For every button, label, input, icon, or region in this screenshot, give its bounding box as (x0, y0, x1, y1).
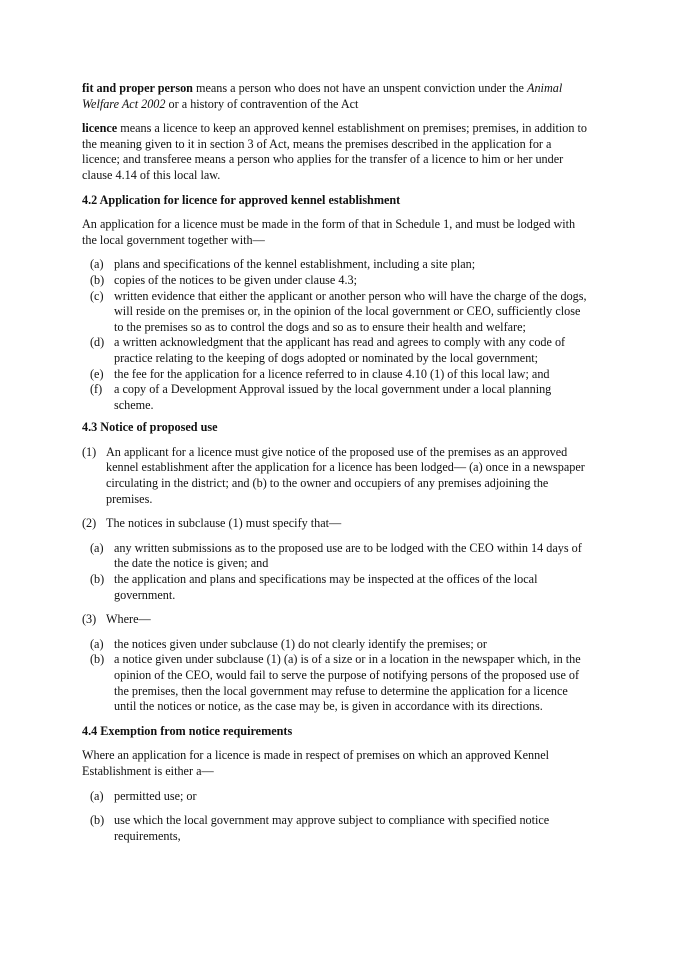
subclause-label: (1) (82, 444, 97, 459)
item-label: (d) (90, 335, 105, 350)
list-item (90, 541, 592, 572)
subclause-text: The notices in subclause (1) must specify that— (106, 516, 342, 531)
item-label: (a) (90, 257, 104, 272)
list-item (90, 367, 592, 383)
item-text: copies of the notices to be given under clause 4.3; (114, 272, 358, 287)
subclause (82, 516, 592, 603)
item-label: (c) (90, 288, 104, 303)
section-heading-4-4: 4.4 Exemption from notice requirements (82, 723, 293, 738)
act-title: Animal Welfare Act 2002 (82, 81, 563, 111)
definition-text: means a person who does not have an unspent conviction under the (192, 81, 528, 95)
section-intro: An application for a licence must be made in the form of that in Schedule 1, and must be lodged with the local government together with— (82, 217, 576, 247)
section-heading-4-2: 4.2 Application for licence for approved kennel establishment (82, 192, 401, 207)
list-item (90, 289, 592, 336)
list-item (90, 652, 592, 714)
definition-licence (82, 121, 592, 183)
requirements-list (90, 257, 592, 413)
item-text: plans and specifications of the kennel establishment, including a site plan; (114, 257, 476, 272)
item-label: (b) (90, 272, 105, 287)
subclause-text: Where— (106, 612, 151, 627)
item-label: (a) (90, 540, 104, 555)
subclause-text: An applicant for a licence must give notice of the proposed use of the premises as an approved kennel establishment after the application for a licence has been lodged— (a) once in a newspaper circulating in the district; and (b) to the owner and occupiers of any premises adjoining the premises. (106, 444, 585, 506)
list-item (90, 572, 592, 603)
subclause-label: (2) (82, 516, 97, 531)
section-intro: Where an application for a licence is made in respect of premises on which an approved Kennel Establishment is either a— (82, 748, 549, 778)
item-text: the application and plans and specifications may be inspected at the offices of the local government. (114, 572, 538, 602)
use-list (90, 789, 592, 845)
list-item (90, 273, 592, 289)
subclause (82, 445, 592, 507)
item-text: the notices given under subclause (1) do not clearly identify the premises; or (114, 636, 487, 651)
list-item (90, 382, 592, 413)
subclause-items (90, 637, 592, 715)
list-item (90, 335, 592, 366)
item-text: a notice given under subclause (1) (a) is of a size or in a location in the newspaper which, in the opinion of the CEO, would fail to serve the purpose of notifying persons of the proposed use of the premises, then the local government may refuse to determine the application for a licence until the notices or notice, as the case may be, is given in accordance with its directions. (114, 652, 581, 714)
list-item (90, 813, 592, 844)
item-label: (b) (90, 652, 105, 667)
item-text: written evidence that either the applicant or another person who will have the charge of the dogs, will reside on the premises or, in the opinion of the local government or CEO, sufficiently close to the premises so as to control the dogs and so as to ensure their health and welfare; (114, 288, 587, 334)
defined-term: licence (82, 121, 118, 136)
item-text: permitted use; or (114, 788, 197, 803)
item-label: (b) (90, 813, 105, 828)
item-text: the fee for the application for a licence referred to in clause 4.10 (1) of this local law; and (114, 366, 550, 381)
item-text: a written acknowledgment that the applicant has read and agrees to comply with any code of practice relating to the keeping of dogs adopted or nominated by the local government; (114, 335, 566, 365)
list-item (90, 789, 592, 805)
item-label: (e) (90, 366, 104, 381)
item-text: any written submissions as to the proposed use are to be lodged with the CEO within 14 days of the date the notice is given; and (114, 540, 582, 571)
item-label: (b) (90, 572, 105, 587)
item-label: (a) (90, 636, 104, 651)
item-text: use which the local government may approve subject to compliance with specified notice requirements, (114, 813, 550, 843)
subclause-list (82, 445, 592, 715)
item-text: a copy of a Development Approval issued by the local government under a local planning scheme. (114, 382, 552, 412)
subclause-items (90, 541, 592, 603)
list-item (90, 637, 592, 653)
item-label: (f) (90, 382, 103, 397)
definition-fit-and-proper-person (82, 81, 592, 112)
defined-term: fit and proper person (82, 81, 193, 95)
document-page (82, 81, 592, 853)
subclause-label: (3) (82, 612, 97, 627)
subclause (82, 612, 592, 715)
definition-text: or a history of contravention of the Act (165, 96, 359, 111)
section-heading-4-3: 4.3 Notice of proposed use (82, 420, 218, 435)
item-label: (a) (90, 788, 104, 803)
definition-text: means a licence to keep an approved kennel establishment on premises; premises, in addition to the meaning given to it in section 3 of Act, means the premises described in the application for a licence; and transferee means a person who applies for the transfer of a licence to him or her under clause 4.14 of this local law. (82, 121, 587, 182)
list-item (90, 257, 592, 273)
